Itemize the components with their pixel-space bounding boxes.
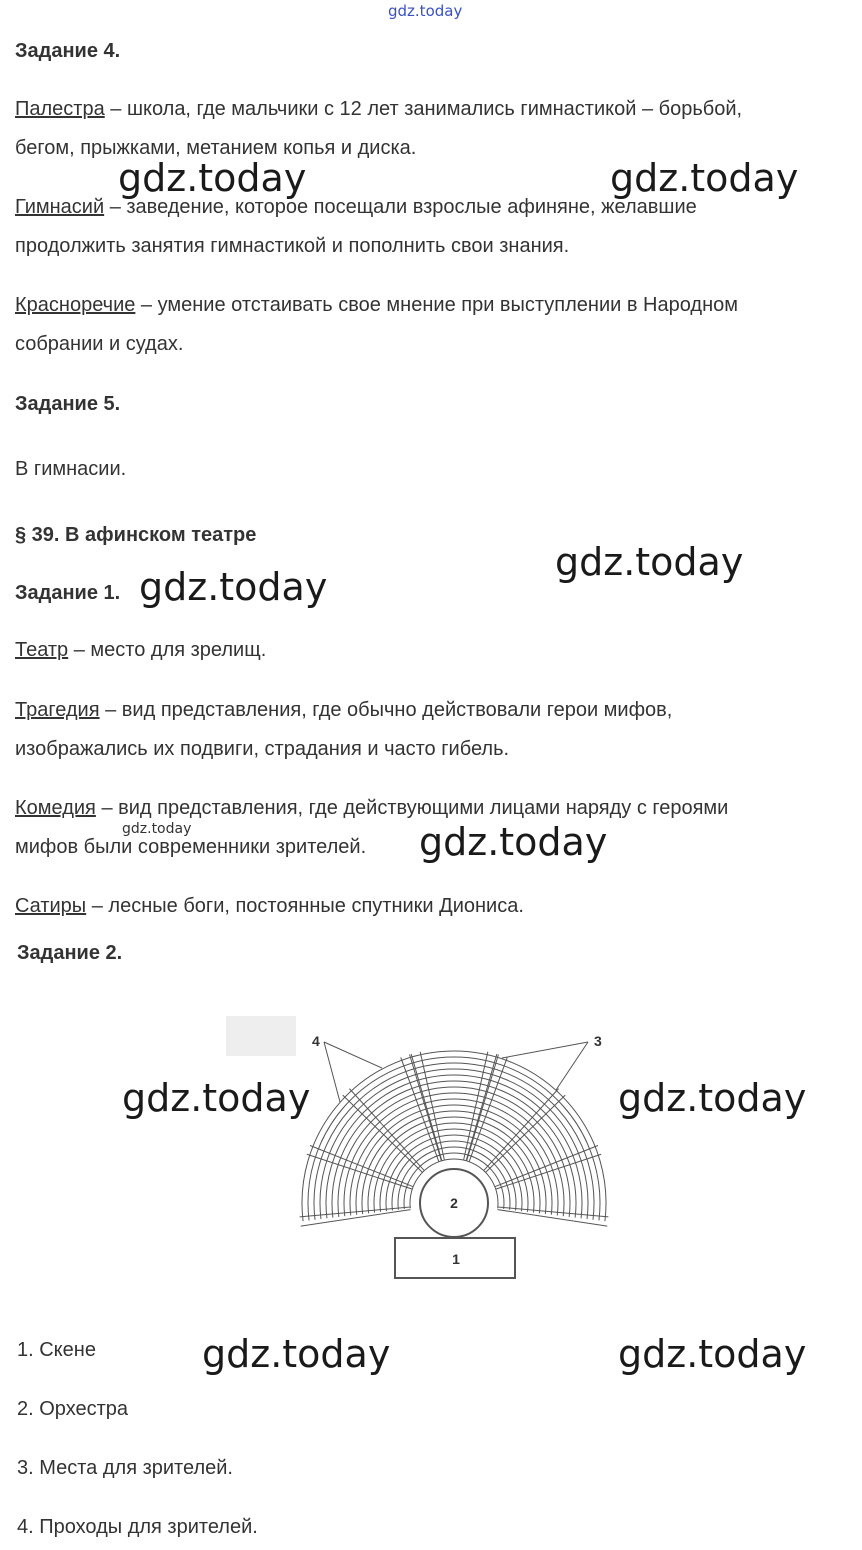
task5-answer: В гимнасии. [15, 458, 127, 480]
definition-text: изображались их подвиги, страдания и часто гибель. [15, 738, 510, 760]
definition-text: – лесные боги, постоянные спутники Диониса. [86, 895, 524, 917]
definition-text: – место для зрелищ. [68, 639, 267, 661]
aisle-line [495, 1146, 601, 1190]
term-gymnasium: Гимнасий [15, 196, 105, 218]
watermark: gdz.today [139, 565, 328, 609]
definition-text: бегом, прыжками, метанием копья и диска. [15, 137, 417, 159]
list-item: 2. Орхестра [17, 1398, 128, 1420]
term-satyrs: Сатиры [15, 895, 87, 917]
aisle-line [307, 1146, 413, 1190]
watermark: gdz.today [618, 1332, 807, 1376]
definition-text: – вид представления, где действующими лицами наряду с героями [95, 797, 729, 819]
definition-tragedy [15, 691, 672, 769]
watermark: gdz.today [118, 156, 307, 200]
label-orchestra: 2 [450, 1195, 458, 1211]
definition-text: – вид представления, где обычно действовали герои мифов, [99, 699, 673, 721]
s39-task2-heading: Задание 2. [17, 942, 123, 964]
definition-text: продолжить занятия гимнастикой и пополнить свои знания. [15, 235, 570, 257]
watermark: gdz.today [419, 820, 608, 864]
label-passages: 4 [312, 1033, 320, 1049]
definition-text: мифов были современники зрителей. [15, 836, 367, 858]
label-skene: 1 [452, 1251, 460, 1267]
task4-heading: Задание 4. [15, 40, 121, 62]
watermark-top: gdz.today [388, 2, 463, 20]
watermark: gdz.today [618, 1076, 807, 1120]
watermark: gdz.today [610, 156, 799, 200]
definition-text: – заведение, которое посещали взрослые афиняне, желавшие [104, 196, 697, 218]
watermark: gdz.today [555, 540, 744, 584]
term-comedy: Комедия [15, 797, 96, 819]
definition-eloquence [15, 286, 738, 364]
term-tragedy: Трагедия [15, 699, 100, 721]
definition-theatre [15, 631, 266, 670]
watermark-small: gdz.today [122, 821, 192, 837]
list-item: 4. Проходы для зрителей. [17, 1516, 258, 1538]
list-item: 1. Скене [17, 1339, 96, 1361]
section-title: § 39. В афинском театре [15, 524, 257, 546]
aisle-line [300, 1207, 411, 1226]
definition-text: – школа, где мальчики с 12 лет занимались гимнастикой – борьбой, [104, 98, 743, 120]
watermark: gdz.today [202, 1332, 391, 1376]
term-palestra: Палестра [15, 98, 105, 120]
list-item: 3. Места для зрителей. [17, 1457, 233, 1479]
term-theatre: Театр [15, 639, 69, 661]
task5-heading: Задание 5. [15, 393, 121, 415]
term-eloquence: Красноречие [15, 294, 136, 316]
theatre-diagram [220, 1010, 620, 1290]
s39-task1-heading: Задание 1. [15, 582, 121, 604]
definition-satyrs [15, 887, 524, 926]
watermark: gdz.today [122, 1076, 311, 1120]
label-seats: 3 [594, 1033, 602, 1049]
definition-text: – умение отстаивать свое мнение при выступлении в Народном [135, 294, 739, 316]
aisle-line [498, 1207, 609, 1226]
definition-text: собрании и судах. [15, 333, 184, 355]
